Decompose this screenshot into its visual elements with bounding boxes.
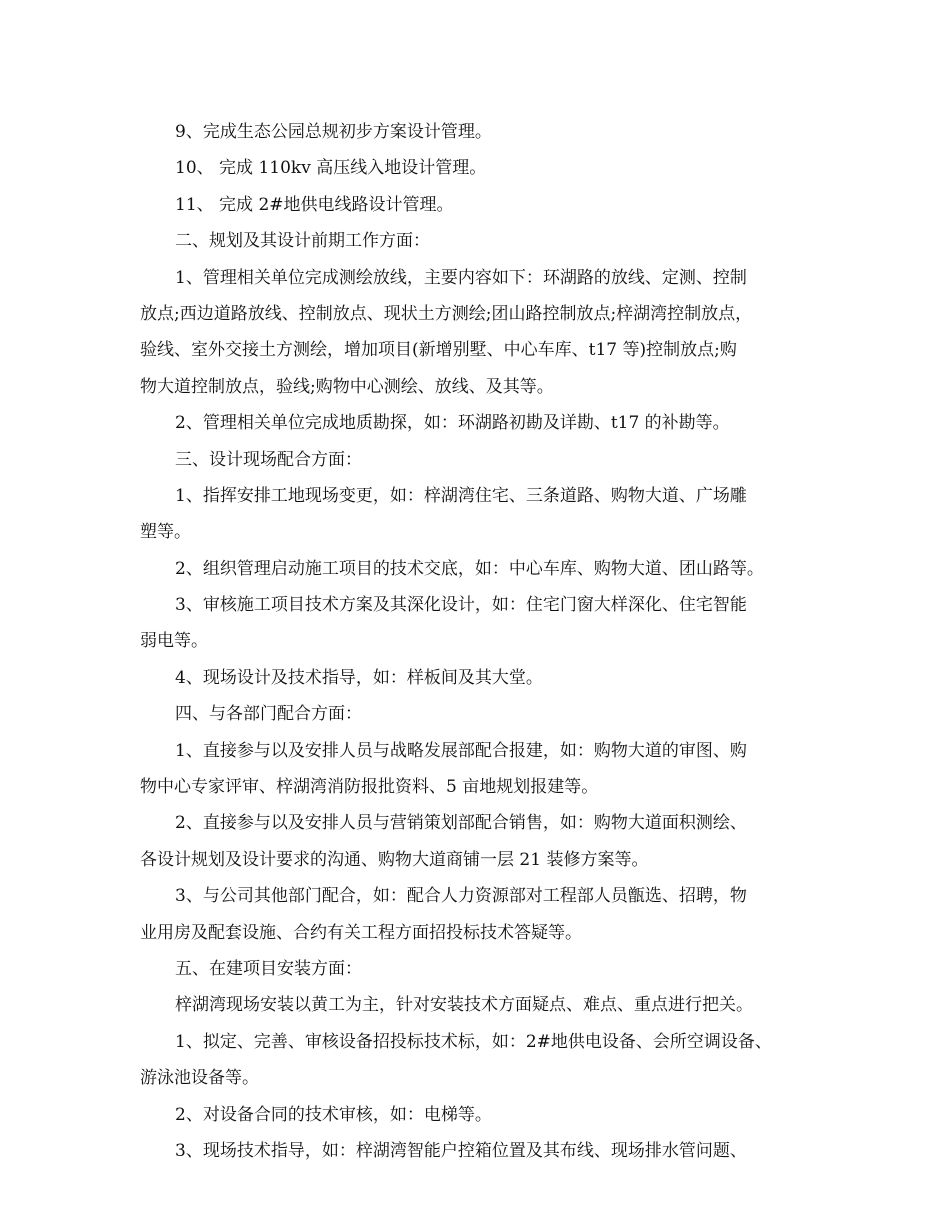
section-heading: 三、设计现场配合方面： bbox=[175, 449, 362, 470]
text-line: 11、 完成 2#地供电线路设计管理。 bbox=[175, 194, 454, 215]
section-heading: 五、在建项目安装方面： bbox=[175, 958, 362, 979]
text-line: 1、拟定、完善、审核设备招投标技术标，如：2#地供电设备、会所空调设备、 bbox=[175, 1031, 772, 1052]
text-line: 弱电等。 bbox=[140, 631, 208, 652]
text-line: 2、直接参与以及安排人员与营销策划部配合销售，如：购物大道面积测绘、 bbox=[175, 813, 747, 834]
text-line: 2、管理相关单位完成地质勘探，如：环湖路初勘及详勘、t17 的补勘等。 bbox=[175, 413, 730, 434]
text-line: 10、 完成 110kv 高压线入地设计管理。 bbox=[175, 158, 487, 179]
text-line: 1、指挥安排工地现场变更，如：梓湖湾住宅、三条道路、购物大道、广场雕 bbox=[175, 485, 747, 506]
text-line: 3、现场技术指导，如：梓湖湾智能户控箱位置及其布线、现场排水管问题、 bbox=[175, 1140, 747, 1161]
section-heading: 二、规划及其设计前期工作方面： bbox=[175, 231, 430, 252]
text-line: 1、管理相关单位完成测绘放线，主要内容如下：环湖路的放线、定测、控制 bbox=[175, 267, 747, 288]
text-line: 物大道控制放点，验线;购物中心测绘、放线、及其等。 bbox=[140, 376, 554, 397]
text-line: 梓湖湾现场安装以黄工为主，针对安装技术方面疑点、难点、重点进行把关。 bbox=[175, 995, 753, 1016]
text-line: 各设计规划及设计要求的沟通、购物大道商铺一层 21 装修方案等。 bbox=[140, 849, 649, 870]
text-line: 游泳池设备等。 bbox=[140, 1068, 259, 1089]
text-line: 2、对设备合同的技术审核，如：电梯等。 bbox=[175, 1104, 492, 1125]
text-line: 3、审核施工项目技术方案及其深化设计，如：住宅门窗大样深化、住宅智能 bbox=[175, 595, 747, 616]
text-line: 塑等。 bbox=[140, 522, 191, 543]
text-line: 2、组织管理启动施工项目的技术交底，如：中心车库、购物大道、团山路等。 bbox=[175, 558, 764, 579]
text-line: 放点;西边道路放线、控制放点、现状土方测绘;团山路控制放点;梓湖湾控制放点， bbox=[140, 303, 753, 324]
text-line: 9、完成生态公园总规初步方案设计管理。 bbox=[175, 122, 492, 142]
document-body bbox=[140, 114, 820, 1169]
section-heading: 四、与各部门配合方面： bbox=[175, 704, 362, 725]
text-line: 验线、室外交接土方测绘，增加项目(新增别墅、中心车库、t17 等)控制放点;购 bbox=[140, 340, 737, 361]
text-line: 1、直接参与以及安排人员与战略发展部配合报建，如：购物大道的审图、购 bbox=[175, 740, 747, 761]
text-line: 业用房及配套设施、合约有关工程方面招投标技术答疑等。 bbox=[140, 922, 582, 943]
text-line: 4、现场设计及技术指导，如：样板间及其大堂。 bbox=[175, 667, 543, 688]
text-line: 物中心专家评审、梓湖湾消防报批资料、5 亩地规划报建等。 bbox=[140, 777, 599, 798]
text-line: 3、与公司其他部门配合，如：配合人力资源部对工程部人员甑选、招聘，物 bbox=[175, 886, 747, 907]
